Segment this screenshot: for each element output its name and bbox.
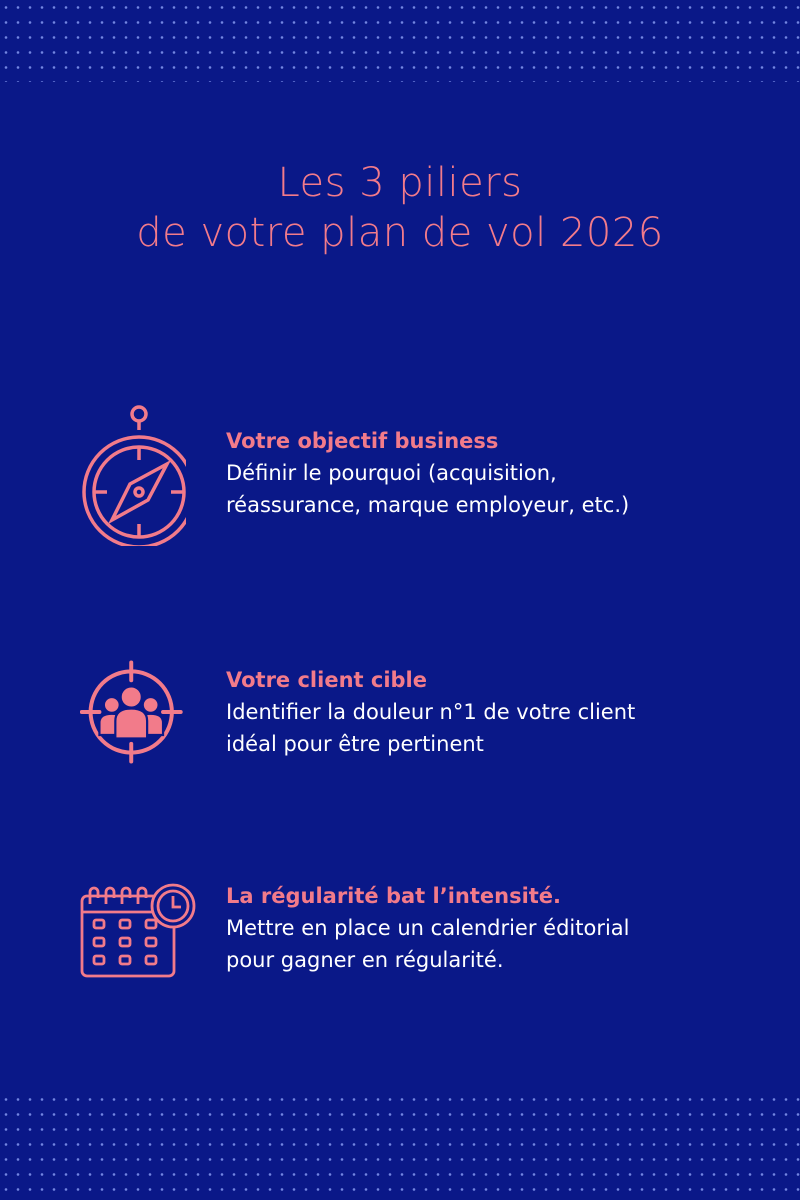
compass-icon [80, 400, 186, 546]
pillar-description: pour gagner en régularité. [226, 948, 504, 972]
page-title [0, 158, 800, 258]
pillar-heading: Votre client cible [226, 668, 427, 692]
pillar-description: idéal pour être pertinent [226, 732, 484, 756]
calendar-clock-icon [80, 880, 200, 980]
dot-pattern-top [0, 0, 800, 82]
pillar-description: réassurance, marque employeur, etc.) [226, 493, 630, 517]
pillar-description: Définir le pourquoi (acquisition, [226, 461, 557, 485]
title-line-1: Les 3 piliers [277, 160, 523, 206]
pillar-description: Mettre en place un calendrier éditorial [226, 916, 630, 940]
pillar-description: Identifier la douleur n°1 de votre client [226, 700, 636, 724]
dot-pattern-bottom [0, 1092, 800, 1200]
pillar-heading: La régularité bat l’intensité. [226, 884, 562, 908]
target-audience-icon [80, 652, 186, 772]
title-line-2: de votre plan de vol 2026 [136, 210, 664, 256]
pillar-heading: Votre objectif business [226, 429, 499, 453]
